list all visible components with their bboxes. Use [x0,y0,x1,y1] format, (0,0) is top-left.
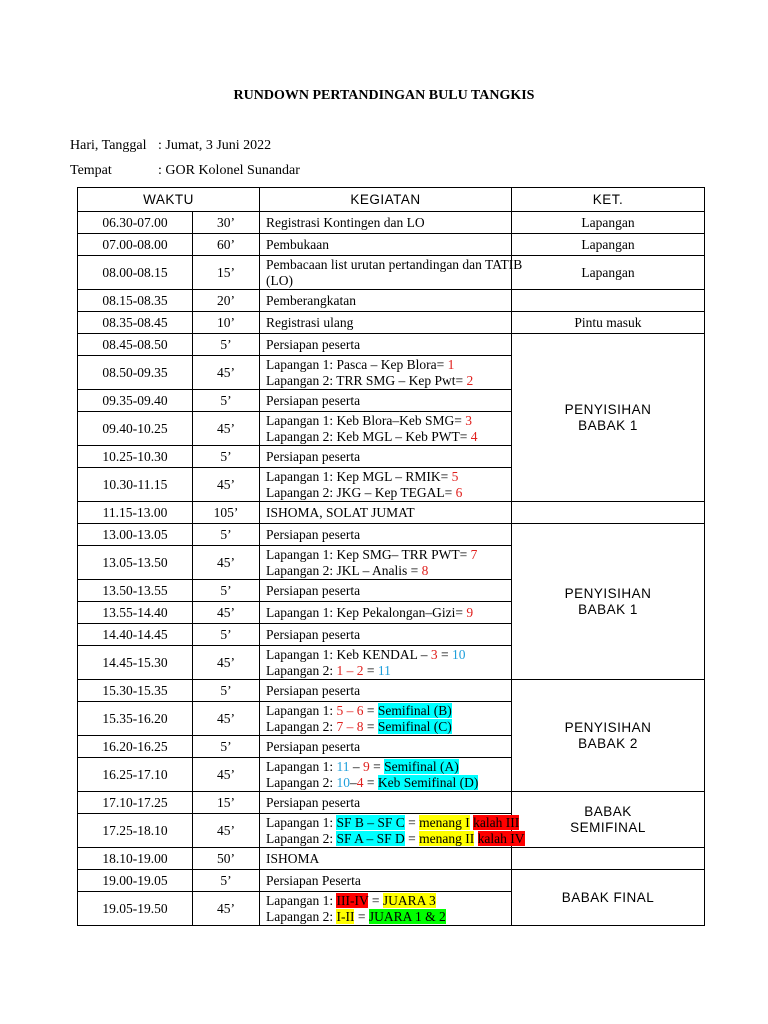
ket-cell: Pintu masuk [512,312,705,334]
duration-cell: 60’ [193,234,260,256]
duration-cell: 5’ [193,736,260,758]
place-value: : GOR Kolonel Sunandar [158,163,300,178]
activity-line [266,257,523,273]
duration-cell: 20’ [193,290,260,312]
activity-text: = [354,908,369,924]
activity-line [266,337,505,353]
activity-cell [260,390,512,412]
activity-cell [260,646,512,680]
activity-line [266,563,505,579]
duration-cell: 5’ [193,334,260,356]
stage-label: BABAK [584,804,632,819]
activity-cell [260,502,512,524]
time-cell: 19.05-19.50 [78,892,193,926]
stage-label: SEMIFINAL [570,819,646,835]
table-row [78,334,705,356]
activity-cell [260,290,512,312]
highlight-text: Semifinal (A) [384,759,459,774]
activity-text: Lapangan 2: [266,662,337,678]
activity-line [266,413,505,429]
stage-cell [512,334,705,502]
duration-cell: 30’ [193,212,260,234]
activity-text: Lapangan 2: Keb MGL – Keb PWT= [266,428,471,444]
time-cell: 08.00-08.15 [78,256,193,290]
activity-line [266,393,505,409]
activity-text: Pembukaan [266,236,329,252]
duration-cell: 45’ [193,892,260,926]
colored-text: 11 [336,759,350,774]
activity-text: Lapangan 1: [266,703,337,718]
activity-cell [260,892,512,926]
colored-text: 11 [377,662,391,678]
activity-text: Persiapan peserta [266,682,361,698]
activity-text: Lapangan 1: Keb KENDAL – [266,647,431,662]
activity-line [266,293,505,309]
header-waktu: WAKTU [78,188,260,212]
table-row [78,312,705,334]
activity-text: – [349,759,363,774]
time-cell: 13.55-14.40 [78,602,193,624]
ket-cell: Lapangan [512,234,705,256]
duration-cell: 5’ [193,390,260,412]
activity-text: = [368,893,383,908]
activity-line [266,683,505,699]
activity-line [266,357,505,373]
colored-text: 5 – 6 [336,703,364,718]
table-row [78,848,705,870]
highlight-text: kalah IV [477,830,525,846]
activity-text: = [437,647,452,662]
activity-line [266,373,505,389]
ket-cell: Lapangan [512,212,705,234]
duration-cell: 5’ [193,624,260,646]
activity-cell [260,312,512,334]
activity-text: Lapangan 1: Kep MGL – RMIK= [266,469,452,484]
highlight-text: SF A – SF D [336,830,405,846]
activity-line [266,830,525,847]
highlight-text: Keb Semifinal (D) [377,774,479,790]
activity-cell [260,256,523,290]
time-cell: 18.10-19.00 [78,848,193,870]
activity-line [266,775,505,791]
colored-text: 6 [455,484,463,500]
ket-cell [512,290,705,312]
colored-text: 9 [362,759,370,774]
activity-text: Persiapan peserta [266,738,361,754]
activity-text: Lapangan 1: Pasca – Kep Blora= [266,357,448,372]
duration-cell: 45’ [193,546,260,580]
highlight-text: III-IV [336,893,369,908]
activity-text: Persiapan peserta [266,626,361,642]
colored-text: 7 [470,547,478,562]
info-place-line [70,163,300,179]
activity-text: = [404,815,420,830]
colored-text: 9 [466,604,474,620]
activity-line [266,627,505,643]
header-kegiatan: KEGIATAN [260,188,512,212]
activity-line [266,485,505,501]
activity-cell [260,870,512,892]
activity-text: Lapangan 2: [266,718,337,734]
duration-cell: 45’ [193,412,260,446]
info-date-line [70,138,271,154]
activity-text: (LO) [266,272,293,288]
activity-line [266,527,505,543]
activity-cell [260,680,512,702]
document-title: RUNDOWN PERTANDINGAN BULU TANGKIS [233,88,535,103]
time-cell: 15.35-16.20 [78,702,193,736]
activity-line [266,215,505,231]
activity-text: Persiapan peserta [266,582,361,598]
activity-line [266,909,505,925]
activity-line [266,605,505,621]
stage-label: PENYISIHAN [564,720,652,735]
activity-text: = [363,774,378,790]
stage-label: BABAK FINAL [561,889,655,905]
time-cell: 09.40-10.25 [78,412,193,446]
stage-label: BABAK 1 [578,417,638,433]
stage-cell [512,792,705,848]
duration-cell: 45’ [193,646,260,680]
activity-line [266,815,520,831]
colored-text: 8 [421,562,429,578]
time-cell: 10.30-11.15 [78,468,193,502]
activity-text: Lapangan 2: [266,908,337,924]
activity-text: Lapangan 1: [266,815,337,830]
activity-line [266,547,505,563]
activity-line [266,273,505,289]
colored-text: 7 – 8 [336,718,364,734]
activity-cell [260,814,525,848]
duration-cell: 45’ [193,702,260,736]
table-row [78,234,705,256]
activity-text: Lapangan 1: [266,759,337,774]
colored-text: 10 [336,774,350,790]
activity-text: Registrasi Kontingen dan LO [266,214,425,230]
time-cell: 13.00-13.05 [78,524,193,546]
ket-cell: Lapangan [512,256,705,290]
activity-text: = [363,703,378,718]
duration-cell: 10’ [193,312,260,334]
time-cell: 07.00-08.00 [78,234,193,256]
activity-text: ISHOMA, SOLAT JUMAT [266,504,415,520]
highlight-text: I-II [336,908,355,924]
activity-text: Lapangan 2: [266,774,337,790]
activity-cell [260,234,512,256]
activity-line [266,851,505,867]
table-row [78,524,705,546]
duration-cell: 45’ [193,758,260,792]
activity-cell [260,792,512,814]
activity-line [266,795,505,811]
activity-cell [260,446,512,468]
duration-cell: 15’ [193,256,260,290]
time-cell: 17.10-17.25 [78,792,193,814]
time-cell: 08.50-09.35 [78,356,193,390]
table-row [78,502,705,524]
header-ket: KET. [512,188,705,212]
time-cell: 06.30-07.00 [78,212,193,234]
table-row [78,212,705,234]
activity-text: – [349,774,357,790]
activity-line [266,647,505,663]
stage-label: BABAK 2 [578,735,638,751]
activity-cell [260,848,512,870]
colored-text: 3 [430,647,438,662]
activity-line [266,703,505,719]
activity-text: = [369,759,385,774]
activity-line [266,663,505,679]
table-row [78,792,705,814]
time-cell: 08.15-08.35 [78,290,193,312]
activity-text: Lapangan 1: Kep Pekalongan–Gizi= [266,604,467,620]
activity-line [266,429,505,445]
date-value: : Jumat, 3 Juni 2022 [158,138,272,153]
time-cell: 16.20-16.25 [78,736,193,758]
activity-text: = [363,718,378,734]
highlight-text: JUARA 3 [382,893,436,908]
duration-cell: 45’ [193,814,260,848]
ket-cell [512,502,705,524]
activity-line [266,719,505,735]
time-cell: 14.40-14.45 [78,624,193,646]
table-row [78,256,705,290]
activity-text: Persiapan peserta [266,336,361,352]
activity-cell [260,334,512,356]
duration-cell: 5’ [193,580,260,602]
time-cell: 13.05-13.50 [78,546,193,580]
activity-cell [260,412,512,446]
activity-line [266,469,505,485]
stage-cell [512,870,705,926]
activity-line [266,449,505,465]
activity-text: = [363,662,378,678]
duration-cell: 50’ [193,848,260,870]
table-row [78,680,705,702]
activity-cell [260,702,512,736]
table-row [78,290,705,312]
activity-cell [260,468,512,502]
activity-text: Lapangan 2: JKL – Analis = [266,562,422,578]
activity-text: Registrasi ulang [266,314,354,330]
colored-text: 4 [356,774,364,790]
highlight-text: SF B – SF C [336,815,405,830]
duration-cell: 5’ [193,446,260,468]
stage-cell [512,524,705,680]
stage-label: BABAK 1 [578,601,638,617]
time-cell: 08.35-08.45 [78,312,193,334]
activity-text: Persiapan peserta [266,448,361,464]
activity-line [266,739,505,755]
duration-cell: 5’ [193,524,260,546]
activity-text: Lapangan 2: JKG – Kep TEGAL= [266,484,456,500]
activity-text: Pembacaan list urutan pertandingan dan TATIB [266,257,523,272]
activity-line [266,893,505,909]
activity-cell [260,356,512,390]
activity-cell [260,580,512,602]
colored-text: 5 [451,469,459,484]
activity-cell [260,602,512,624]
duration-cell: 45’ [193,356,260,390]
rundown-table [77,187,705,926]
highlight-text: menang II [419,830,475,846]
place-label: Tempat [70,163,112,178]
activity-text: = [404,830,420,846]
time-cell: 09.35-09.40 [78,390,193,412]
activity-cell [260,736,512,758]
activity-line [266,873,505,889]
table-body [78,212,705,926]
activity-text: Lapangan 1: [266,893,337,908]
time-cell: 15.30-15.35 [78,680,193,702]
highlight-text: JUARA 1 & 2 [368,908,446,924]
activity-cell [260,758,512,792]
duration-cell: 15’ [193,792,260,814]
duration-cell: 105’ [193,502,260,524]
activity-text: Lapangan 1: Kep SMG– TRR PWT= [266,547,471,562]
colored-text: 10 [451,647,466,662]
activity-text: Lapangan 1: Keb Blora–Keb SMG= [266,413,466,428]
time-cell: 14.45-15.30 [78,646,193,680]
activity-line [266,505,505,521]
colored-text: 2 [466,372,474,388]
stage-cell [512,680,705,792]
activity-line [266,583,505,599]
time-cell: 16.25-17.10 [78,758,193,792]
time-cell: 13.50-13.55 [78,580,193,602]
activity-line [266,237,505,253]
table-row [78,870,705,892]
activity-text: Persiapan peserta [266,794,361,810]
activity-text: Persiapan Peserta [266,872,361,888]
highlight-text: Semifinal (C) [377,718,452,734]
table-header-row [78,188,705,212]
time-cell: 10.25-10.30 [78,446,193,468]
stage-label: PENYISIHAN [564,402,652,417]
activity-text: Pemberangkatan [266,292,356,308]
activity-cell [260,624,512,646]
activity-text: ISHOMA [266,850,320,866]
duration-cell: 45’ [193,468,260,502]
highlight-text: kalah III [473,815,520,830]
time-cell: 11.15-13.00 [78,502,193,524]
activity-text: Persiapan peserta [266,526,361,542]
highlight-text: menang I [419,815,470,830]
duration-cell: 5’ [193,870,260,892]
duration-cell: 45’ [193,602,260,624]
ket-cell [512,848,705,870]
activity-text: Persiapan peserta [266,392,361,408]
colored-text: 1 – 2 [336,662,364,678]
colored-text: 1 [447,357,455,372]
time-cell: 08.45-08.50 [78,334,193,356]
time-cell: 17.25-18.10 [78,814,193,848]
activity-cell [260,546,512,580]
activity-line [266,759,505,775]
activity-cell [260,524,512,546]
highlight-text: Semifinal (B) [377,703,452,718]
time-cell: 19.00-19.05 [78,870,193,892]
duration-cell: 5’ [193,680,260,702]
activity-line [266,315,505,331]
colored-text: 3 [465,413,472,428]
stage-label: PENYISIHAN [564,586,652,601]
date-label: Hari, Tanggal [70,138,147,153]
colored-text: 4 [470,428,478,444]
activity-text: Lapangan 2: TRR SMG – Kep Pwt= [266,372,467,388]
activity-cell [260,212,512,234]
activity-text: Lapangan 2: [266,830,337,846]
